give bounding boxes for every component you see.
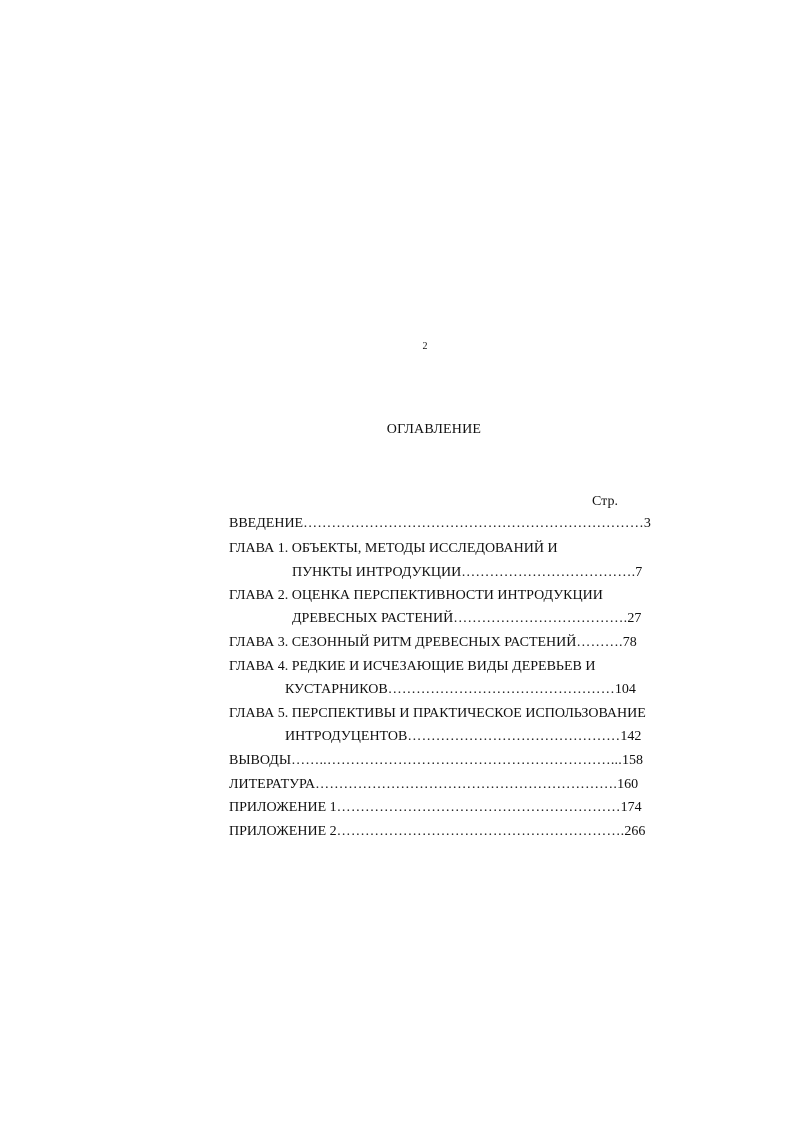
toc-leader-dots: ……..……………………………………………………...	[291, 753, 622, 768]
toc-entry-text: ГЛАВА 4. РЕДКИЕ И ИСЧЕЗАЮЩИЕ ВИДЫ ДЕРЕВЬЕВ И	[229, 659, 596, 674]
toc-entry-chapter-2	[229, 588, 603, 604]
toc-entry-chapter-3	[229, 635, 637, 651]
page-title: ОГЛАВЛЕНИЕ	[386, 422, 482, 437]
toc-leader-dots: ………………………………………………………………	[303, 516, 644, 531]
toc-entry-page: 160	[617, 777, 639, 792]
toc-entry-chapter-4	[229, 659, 595, 675]
toc-entry-page: 142	[620, 729, 642, 744]
toc-entry-text: ПРИЛОЖЕНИЕ 1	[229, 800, 337, 815]
toc-entry-page: 27	[627, 611, 642, 626]
toc-entry-text: ВВЕДЕНИЕ	[229, 516, 304, 531]
page-column-header: Стр.	[592, 494, 618, 509]
toc-entry-text: ИНТРОДУЦЕНТОВ	[285, 729, 408, 744]
toc-leader-dots: …………………………………………	[387, 682, 615, 697]
toc-entry-chapter-1-cont	[292, 565, 642, 581]
toc-entry-text: ВЫВОДЫ	[229, 753, 292, 768]
toc-leader-dots: ……….	[576, 635, 623, 650]
toc-leader-dots: ……………………………….	[461, 565, 636, 580]
toc-entry-text: ЛИТЕРАТУРА	[229, 777, 316, 792]
toc-entry-page: 266	[624, 824, 646, 839]
toc-entry-page: 7	[635, 565, 643, 580]
page-number: 2	[422, 341, 428, 352]
toc-entry-text: ДРЕВЕСНЫХ РАСТЕНИЙ	[292, 611, 454, 626]
toc-entry-text: ГЛАВА 1. ОБЪЕКТЫ, МЕТОДЫ ИССЛЕДОВАНИЙ И	[229, 541, 558, 556]
toc-entry-text: КУСТАРНИКОВ	[285, 682, 388, 697]
toc-entry-page: 158	[621, 753, 643, 768]
toc-entry-chapter-5-cont	[285, 729, 641, 745]
toc-entry-page: 104	[614, 682, 636, 697]
toc-entry-chapter-4-cont	[285, 682, 636, 698]
toc-entry-page: 174	[620, 800, 642, 815]
toc-entry-chapter-1	[229, 541, 558, 557]
toc-entry-text: ГЛАВА 2. ОЦЕНКА ПЕРСПЕКТИВНОСТИ ИНТРОДУКЦИИ	[229, 588, 603, 603]
toc-entry-text: ПРИЛОЖЕНИЕ 2	[229, 824, 337, 839]
toc-entry-conclusions	[229, 753, 643, 769]
toc-entry-text: ГЛАВА 5. ПЕРСПЕКТИВЫ И ПРАКТИЧЕСКОЕ ИСПОЛЬЗОВАНИЕ	[229, 706, 646, 721]
toc-entry-chapter-2-cont	[292, 611, 641, 627]
toc-entry-page: 78	[622, 635, 637, 650]
toc-leader-dots: ……………………………….	[453, 611, 628, 626]
toc-entry-text: ГЛАВА 3. СЕЗОННЫЙ РИТМ ДРЕВЕСНЫХ РАСТЕНИЙ	[229, 635, 577, 650]
toc-entry-page: 3	[643, 516, 651, 531]
toc-leader-dots: ……………………………………………………….	[315, 777, 618, 792]
toc-entry-chapter-5	[229, 706, 646, 722]
toc-leader-dots: ………………………………………	[407, 729, 621, 744]
toc-entry-literature	[229, 777, 638, 793]
toc-entry-text: ПУНКТЫ ИНТРОДУКЦИИ	[292, 565, 462, 580]
toc-entry-appendix-1	[229, 800, 642, 816]
toc-entry-appendix-2	[229, 824, 645, 840]
toc-leader-dots: …………………………………………………….	[336, 824, 625, 839]
toc-entry-introduction	[229, 516, 651, 532]
toc-leader-dots: ……………………………………………………	[336, 800, 621, 815]
